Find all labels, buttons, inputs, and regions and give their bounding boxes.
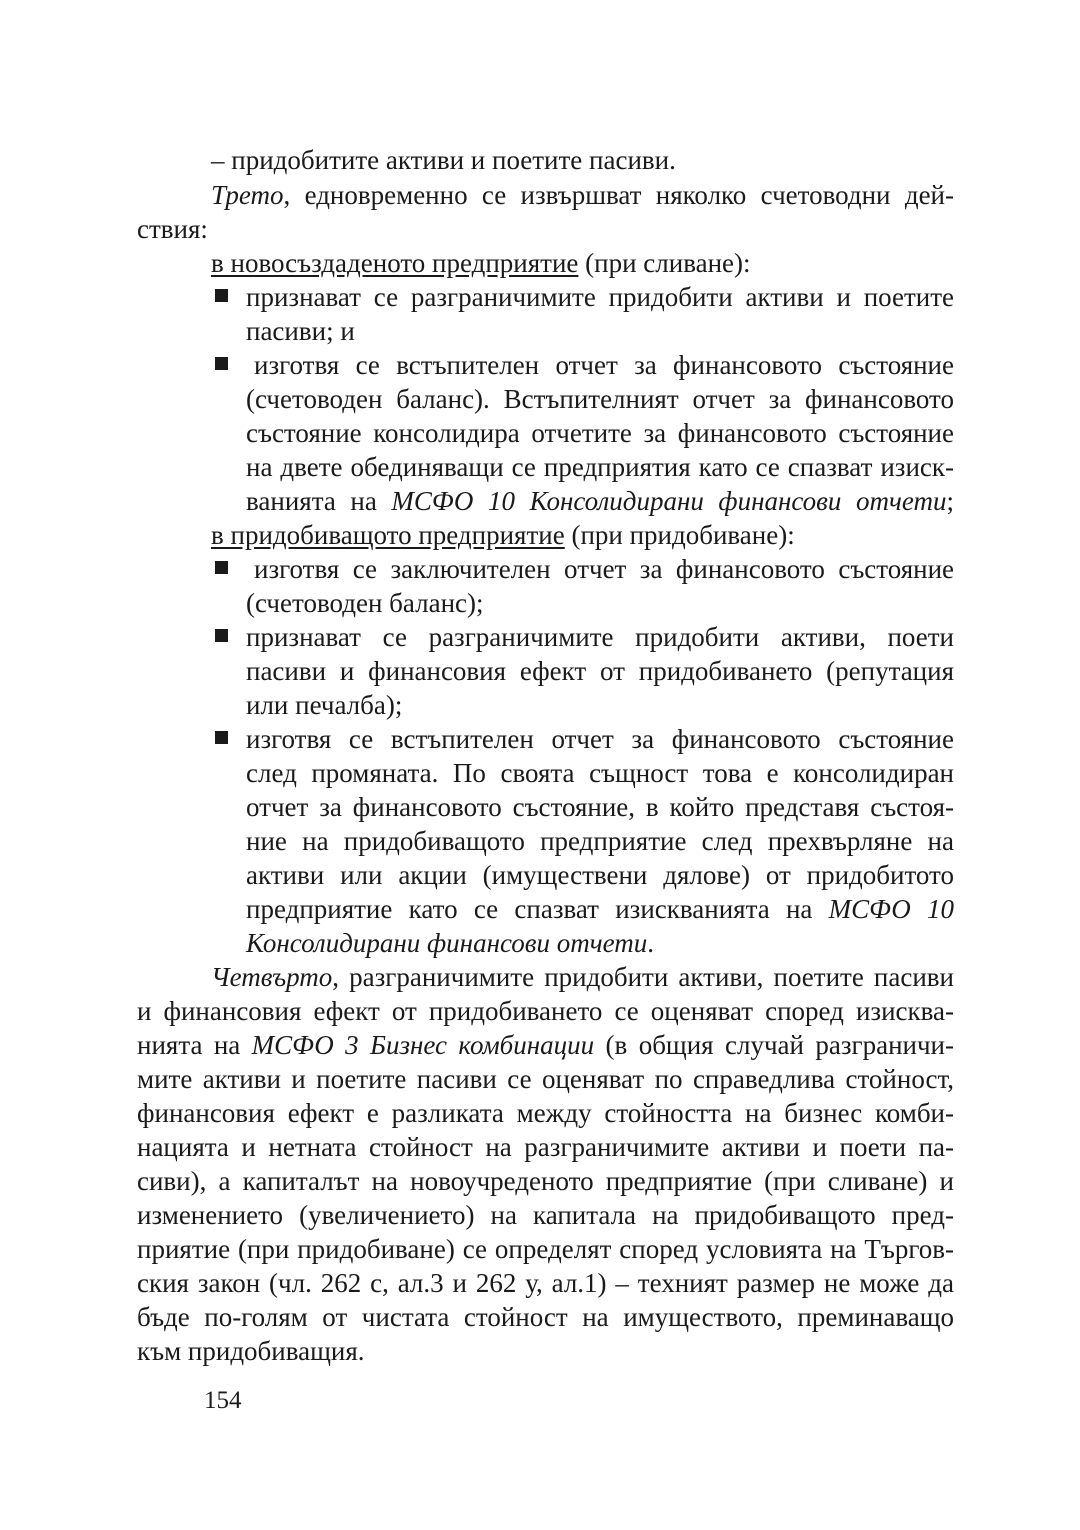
bullet-5-line-4: ние на придобиващото предприятие след прехвърляне на bbox=[246, 826, 954, 856]
bullet-2-line-5 bbox=[246, 484, 954, 518]
bullet-5-line-2: след промяната. По своята същност това е консолидиран bbox=[246, 758, 954, 788]
bullet-4-line-1: признават се разграничимите придобити активи, поети bbox=[246, 622, 954, 652]
bullet-square-icon bbox=[215, 357, 228, 370]
fourth-paragraph-line-11: бъде по-голям от чистата стойност на имуществото, преминаващо bbox=[137, 1302, 954, 1332]
page-number: 154 bbox=[204, 1387, 242, 1414]
fourth-line3-end: (в общия случай разграничи- bbox=[594, 1030, 954, 1060]
standard-title: Консолидирани финансови отчети bbox=[246, 928, 648, 958]
bullet-5-line-7 bbox=[246, 926, 654, 960]
fourth-paragraph-line-2: и финансовия ефект от придобиването се оценяват според изисква- bbox=[137, 996, 954, 1026]
bullet-square-icon bbox=[215, 629, 228, 642]
bullet-2-line-3: състояние консолидира отчетите за финансовото състояние bbox=[246, 418, 954, 448]
fourth-paragraph-line-8: изменението (увеличението) на капитала на придобиващото пред- bbox=[137, 1200, 954, 1230]
third-paragraph-line-2: ствия: bbox=[137, 214, 208, 244]
bullet-2-line-1: изготвя се встъпителен отчет за финансовото състояние bbox=[254, 350, 954, 380]
bullet-5-line-7-end: . bbox=[647, 928, 655, 958]
fourth-paragraph-line-5: финансовия ефект е разликата между стойността на бизнес комби- bbox=[137, 1098, 954, 1128]
new-entity-heading bbox=[211, 246, 751, 280]
bullet-5-line-6 bbox=[246, 892, 954, 926]
third-line1-text: , едновременно се извършват няколко счетоводни дей- bbox=[283, 180, 954, 210]
fourth-lead: Четвърто bbox=[211, 962, 333, 992]
fourth-paragraph-line-10: ския закон (чл. 262 с, ал.3 и 262 у, ал.1) – техният размер не може да bbox=[137, 1268, 954, 1298]
bullet-square-icon bbox=[215, 561, 228, 574]
acquirer-note: (при придобиване): bbox=[564, 520, 795, 550]
standard-reference: МСФО 10 bbox=[828, 894, 954, 924]
fourth-paragraph-line-12: към придобиващия. bbox=[137, 1336, 365, 1366]
bullet-5-line-5: активи или акции (имуществени дялове) от придобитото bbox=[246, 860, 954, 890]
bullet-1-line-1: признават се разграничимите придобити активи и поетите bbox=[246, 282, 954, 312]
bullet-3-line-1: изготвя се заключителен отчет за финансовото състояние bbox=[254, 554, 954, 584]
bullet-5-line-6-text: предприятие като се спазват изискванията на bbox=[246, 894, 829, 924]
bullet-2-line-2: (счетоводен баланс). Встъпителният отчет за финансовото bbox=[246, 384, 954, 414]
fourth-line1-text: , разграничимите придобити активи, поетите пасиви bbox=[332, 962, 954, 992]
third-lead: Трето bbox=[211, 180, 284, 210]
fourth-paragraph-line-4: мите активи и поетите пасиви се оценяват по справедлива стойност, bbox=[137, 1064, 954, 1094]
bullet-5-line-1: изготвя се встъпителен отчет за финансовото състояние bbox=[246, 724, 954, 754]
bullet-2-line-5-text: ванията на bbox=[246, 486, 392, 516]
bullet-1-line-2: пасиви; и bbox=[246, 316, 355, 346]
fourth-paragraph-line-6: нацията и нетната стойност на разграничимите активи и поети па- bbox=[137, 1132, 954, 1162]
new-entity-note: (при сливане): bbox=[578, 248, 751, 278]
fourth-paragraph-line-3 bbox=[137, 1028, 954, 1062]
bullet-4-line-2: пасиви и финансовия ефект от придобиването (репутация bbox=[246, 656, 954, 686]
bullet-3-line-2: (счетоводен баланс); bbox=[246, 588, 484, 618]
fourth-paragraph-line-9: приятие (при придобиване) се определят според условията на Търгов- bbox=[137, 1234, 954, 1264]
bullet-4-line-3: или печалба); bbox=[246, 690, 403, 720]
standard-reference: МСФО 10 Консолидирани финансови отчети bbox=[391, 486, 947, 516]
bullet-2-line-4: на двете обединяващи се предприятия като се спазват изиск- bbox=[246, 452, 954, 482]
bullet-2-line-5-end: ; bbox=[946, 486, 954, 516]
bullet-square-icon bbox=[215, 731, 228, 744]
third-paragraph-line-1 bbox=[211, 178, 954, 212]
fourth-line3-text: нията на bbox=[137, 1030, 252, 1060]
acquirer-heading bbox=[211, 518, 795, 552]
new-entity-label: в новосъздаденото предприятие bbox=[211, 248, 579, 278]
bullet-square-icon bbox=[215, 289, 228, 302]
intro-line: – придобитите активи и поетите пасиви. bbox=[211, 145, 676, 175]
fourth-paragraph-line-1 bbox=[211, 960, 954, 994]
acquirer-label: в придобиващото предприятие bbox=[211, 520, 565, 550]
bullet-5-line-3: отчет за финансовото състояние, в който представя състоя- bbox=[246, 792, 954, 822]
fourth-paragraph-line-7: сиви), а капиталът на новоучреденото предприятие (при сливане) и bbox=[137, 1166, 954, 1196]
standard-reference: МСФО 3 Бизнес комбинации bbox=[251, 1030, 595, 1060]
